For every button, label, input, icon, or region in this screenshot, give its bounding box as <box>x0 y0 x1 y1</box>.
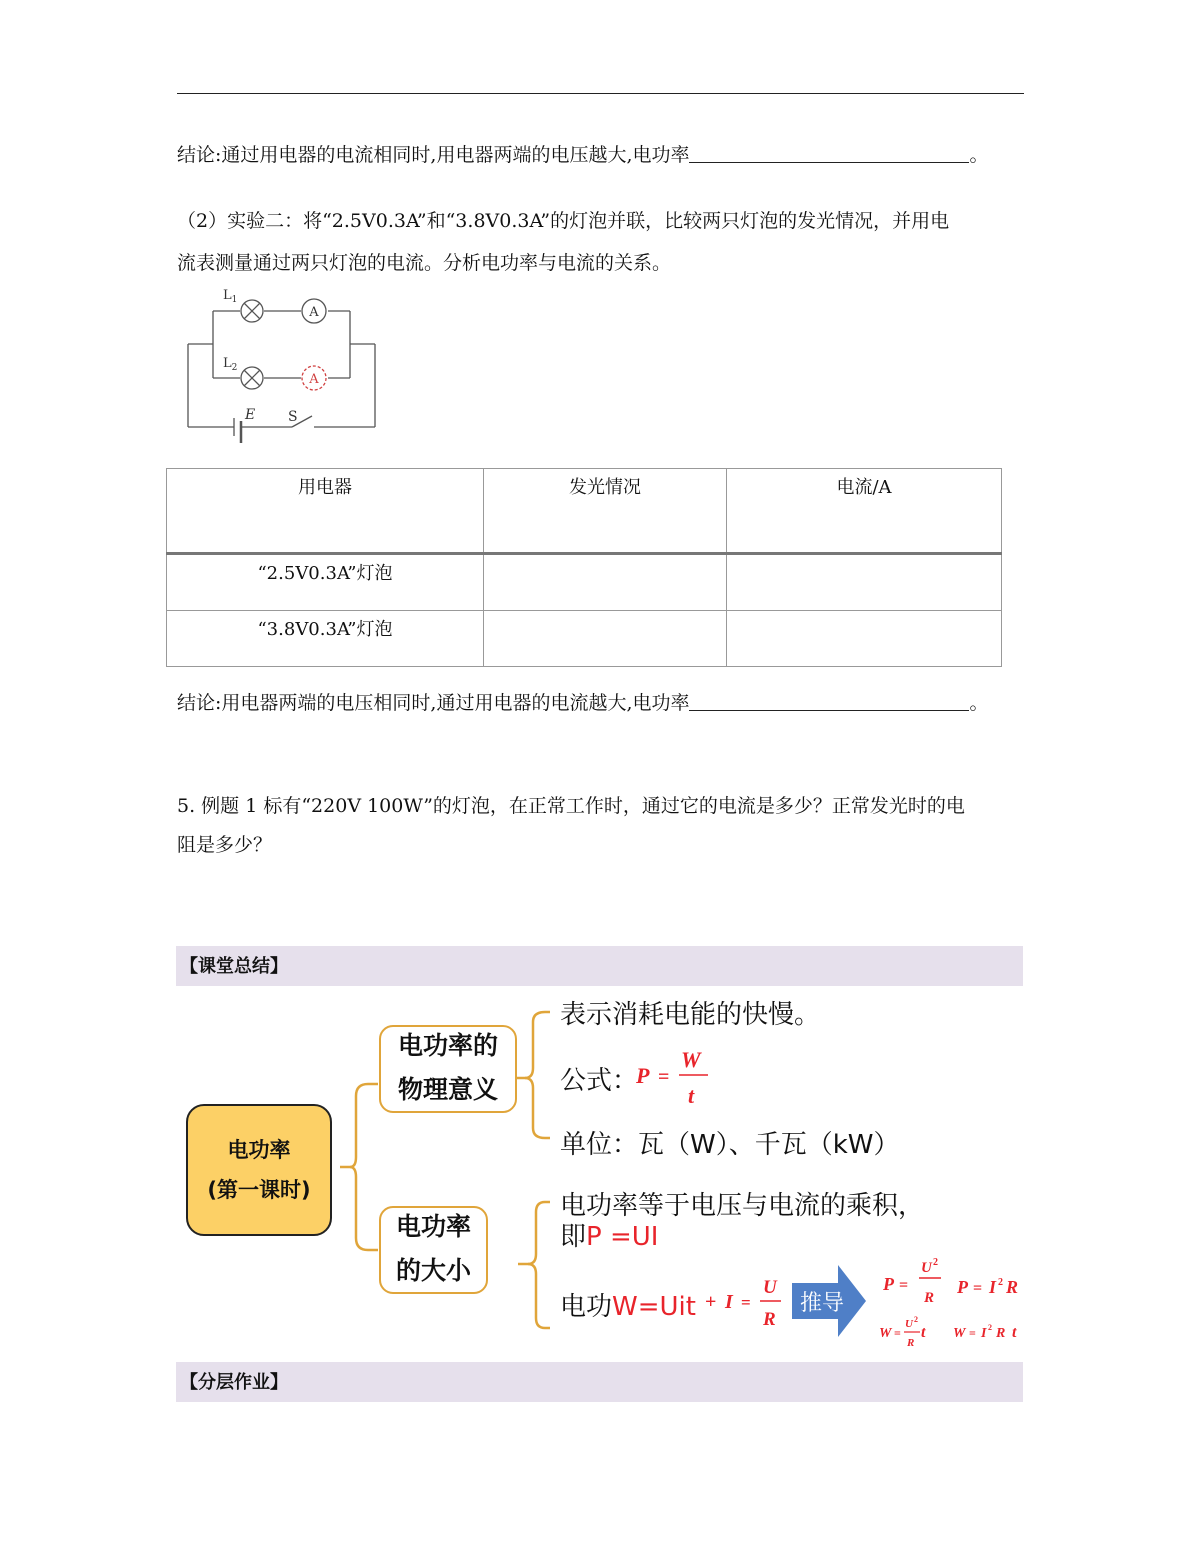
svg-text:+: + <box>705 1291 717 1313</box>
svg-text:R: R <box>763 1309 776 1330</box>
svg-text:A: A <box>309 372 319 387</box>
svg-text:=: = <box>894 1326 901 1340</box>
ammeter-1-icon <box>302 299 326 323</box>
mindmap-branch-meaning: 电功率的 物理意义 <box>379 1025 517 1113</box>
homework-header: 【分层作业】 <box>180 1372 288 1393</box>
formula-label: 公式： <box>560 1066 639 1096</box>
svg-text:W: W <box>953 1326 966 1341</box>
svg-text:2: 2 <box>988 1323 992 1332</box>
mindmap-center-node: 电功率 (第一课时) <box>186 1104 332 1236</box>
svg-text:t: t <box>921 1324 926 1341</box>
svg-text:W: W <box>681 1047 701 1072</box>
svg-text:t: t <box>1012 1324 1017 1341</box>
svg-text:U: U <box>921 1260 932 1276</box>
table-header: 发光情况 <box>484 469 727 554</box>
battery-icon <box>234 418 241 443</box>
current-formula-i-u-over-r <box>703 1272 785 1336</box>
table-header: 用电器 <box>167 469 484 554</box>
table-header-row <box>167 469 1002 554</box>
example-line-2: 阻是多少？ <box>177 834 273 856</box>
conclusion-2: 结论:用电器两端的电压相同时,通过用电器的电流越大,电功率 。 <box>177 692 989 714</box>
svg-text:=: = <box>899 1277 909 1294</box>
svg-text:=: = <box>741 1293 751 1312</box>
table-cell: “2.5V0.3A”灯泡 <box>167 554 484 611</box>
svg-text:U: U <box>763 1277 777 1298</box>
label-l1: $L_1$ <box>223 288 238 305</box>
conclusion-1-text: 结论:通过用电器的电流相同时,用电器两端的电压越大,电功率 <box>177 144 690 166</box>
work-formula: 电功W=Uit <box>560 1292 696 1322</box>
table-row <box>167 611 1002 667</box>
svg-text:P: P <box>957 1277 968 1297</box>
table-cell: “3.8V0.3A”灯泡 <box>167 611 484 667</box>
svg-text:I: I <box>989 1277 997 1297</box>
summary-header-band <box>176 946 1023 986</box>
table-cell[interactable] <box>484 611 727 667</box>
svg-text:W: W <box>879 1326 892 1341</box>
ammeter-2-icon <box>302 366 326 390</box>
answer-blank-1[interactable] <box>689 142 969 163</box>
derived-formulas <box>875 1250 1025 1354</box>
svg-text:2: 2 <box>933 1257 938 1268</box>
summary-header: 【课堂总结】 <box>180 956 288 977</box>
svg-text:U: U <box>905 1318 913 1330</box>
svg-text:A: A <box>309 305 319 320</box>
svg-text:R: R <box>907 1337 915 1349</box>
header-rule <box>177 93 1024 94</box>
svg-text:P: P <box>636 1063 650 1088</box>
table-row <box>167 554 1002 611</box>
experiment-2-line-1: （2）实验二：将“2.5V0.3A”和“3.8V0.3A”的灯泡并联，比较两只灯泡的发光情况，并用电 <box>177 210 950 232</box>
unit-text: 单位：瓦（W）、千瓦（kW） <box>560 1130 900 1160</box>
svg-text:推导: 推导 <box>799 1291 845 1316</box>
experiment-table <box>166 468 1002 667</box>
label-switch: S <box>288 409 298 425</box>
table-cell[interactable] <box>727 611 1002 667</box>
derive-arrow <box>792 1265 870 1337</box>
label-l2: $L_2$ <box>223 356 238 373</box>
svg-text:R: R <box>1006 1277 1019 1297</box>
svg-text:R: R <box>996 1326 1006 1341</box>
conclusion-1: 结论:通过用电器的电流相同时,用电器两端的电压越大,电功率 。 <box>177 144 989 166</box>
product-text: 电功率等于电压与电流的乘积， <box>560 1191 925 1221</box>
label-battery: E <box>245 407 256 423</box>
table-header: 电流/A <box>727 469 1002 554</box>
parallel-circuit-diagram <box>180 285 385 450</box>
experiment-2-line-2: 流表测量通过两只灯泡的电流。分析电功率与电流的关系。 <box>177 252 672 274</box>
svg-text:I: I <box>725 1291 733 1313</box>
homework-header-band <box>176 1362 1023 1402</box>
table-cell[interactable] <box>727 554 1002 611</box>
meaning-text: 表示消耗电能的快慢。 <box>560 1000 821 1030</box>
svg-text:t: t <box>688 1083 695 1107</box>
conclusion-2-text: 结论:用电器两端的电压相同时,通过用电器的电流越大,电功率 <box>177 692 690 714</box>
svg-text:P: P <box>883 1274 894 1294</box>
lamp-l1-icon <box>241 300 263 322</box>
lamp-l2-icon <box>241 367 263 389</box>
mindmap-branch-magnitude: 电功率 的大小 <box>379 1206 488 1294</box>
example-line-1: 5. 例题 1 标有“220V 100W”的灯泡，在正常工作时，通过它的电流是多少？正常发光时的电 <box>177 795 965 817</box>
svg-text:I: I <box>981 1326 987 1341</box>
p-equals-ui: 即P =UI <box>560 1222 659 1252</box>
table-cell[interactable] <box>484 554 727 611</box>
svg-text:2: 2 <box>998 1277 1003 1288</box>
answer-blank-2[interactable] <box>689 690 969 711</box>
svg-text:2: 2 <box>914 1315 918 1324</box>
svg-text:=: = <box>969 1326 976 1340</box>
power-formula-p-w-over-t <box>634 1043 716 1107</box>
svg-text:R: R <box>924 1290 935 1306</box>
svg-text:=: = <box>973 1280 983 1297</box>
svg-text:=: = <box>658 1066 670 1088</box>
